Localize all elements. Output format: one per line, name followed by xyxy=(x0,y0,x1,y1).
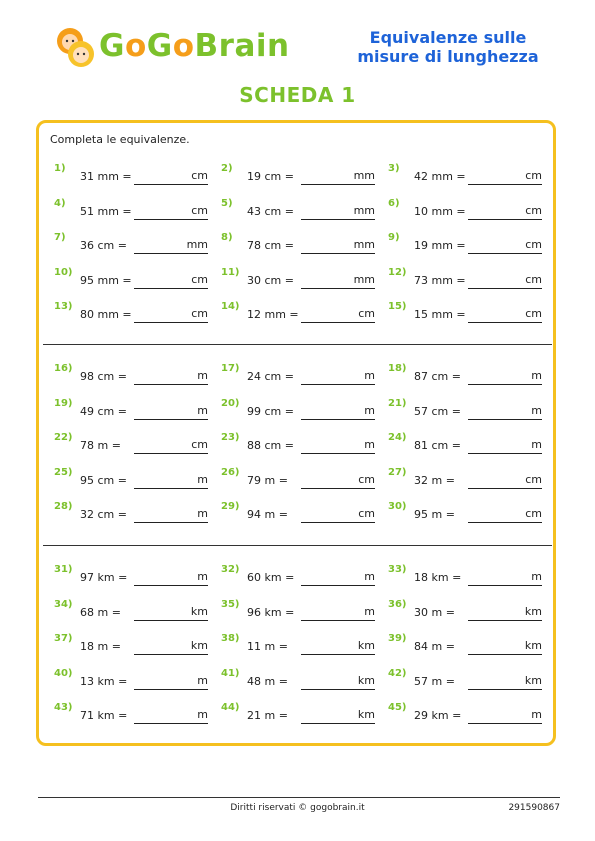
equals-sign: = xyxy=(448,571,462,584)
equivalence-item xyxy=(221,564,381,588)
item-value xyxy=(414,571,461,584)
source-measure: 42 mm xyxy=(414,170,453,183)
item-value xyxy=(247,474,288,487)
answer-blank[interactable]: m xyxy=(301,570,375,586)
equivalence-item xyxy=(221,599,381,623)
item-number: 31) xyxy=(54,564,73,575)
answer-blank[interactable]: km xyxy=(468,639,542,655)
answer-blank[interactable]: m xyxy=(468,404,542,420)
item-value xyxy=(247,370,294,383)
item-number: 37) xyxy=(54,633,73,644)
item-number: 11) xyxy=(221,266,240,278)
answer-blank[interactable]: m xyxy=(468,708,542,724)
answer-blank[interactable]: m xyxy=(134,369,208,385)
equivalence-item xyxy=(221,398,381,422)
source-measure: 21 m xyxy=(247,709,276,722)
answer-blank[interactable]: cm xyxy=(134,438,208,454)
source-measure: 18 m xyxy=(80,640,109,653)
answer-blank[interactable]: km xyxy=(468,605,542,621)
equals-sign: = xyxy=(281,239,294,252)
source-measure: 10 mm xyxy=(414,204,453,218)
item-number: 16) xyxy=(54,363,73,374)
equivalence-item xyxy=(388,198,548,222)
equivalence-item xyxy=(388,363,548,387)
source-measure: 73 mm xyxy=(414,273,453,287)
equivalence-item xyxy=(221,432,381,456)
equivalence-item xyxy=(388,267,548,291)
answer-blank[interactable]: cm xyxy=(301,473,375,489)
item-number: 44) xyxy=(221,702,240,713)
equals-sign: = xyxy=(452,308,466,321)
equals-sign: = xyxy=(108,439,121,452)
item-value xyxy=(414,606,455,619)
item-value xyxy=(414,308,466,321)
item-number: 36) xyxy=(388,598,407,610)
item-value xyxy=(414,170,466,183)
item-value xyxy=(80,308,132,321)
equals-sign: = xyxy=(442,508,455,521)
equals-sign: = xyxy=(281,404,294,418)
equals-sign: = xyxy=(281,273,294,287)
equals-sign: = xyxy=(118,273,132,287)
answer-blank[interactable]: m xyxy=(134,473,208,489)
item-value xyxy=(247,439,294,452)
source-measure: 94 m xyxy=(247,508,276,521)
item-number: 35) xyxy=(221,598,240,610)
item-value xyxy=(247,709,288,722)
item-number: 22) xyxy=(54,432,73,443)
equivalence-item xyxy=(54,501,214,525)
answer-blank[interactable]: km xyxy=(301,708,375,724)
equivalence-item xyxy=(221,668,381,692)
item-value xyxy=(414,474,455,487)
equals-sign: = xyxy=(118,170,132,183)
item-value xyxy=(247,170,294,183)
equivalence-item xyxy=(221,267,381,291)
answer-blank[interactable]: m xyxy=(301,404,375,420)
item-number: 42) xyxy=(388,667,407,679)
equivalence-item xyxy=(388,301,548,325)
answer-blank[interactable]: m xyxy=(301,369,375,385)
item-number: 19) xyxy=(54,397,73,409)
item-number: 39) xyxy=(388,633,407,644)
item-number: 5) xyxy=(221,197,233,209)
equals-sign: = xyxy=(442,473,455,487)
equivalence-item xyxy=(388,467,548,491)
sheet-title: SCHEDA 1 xyxy=(239,83,356,107)
equivalence-item xyxy=(388,702,548,726)
item-value xyxy=(80,571,127,584)
answer-blank[interactable]: mm xyxy=(134,238,208,254)
source-measure: 68 m xyxy=(80,605,109,619)
source-measure: 24 cm xyxy=(247,370,282,383)
equals-sign: = xyxy=(281,439,294,452)
source-measure: 31 mm xyxy=(80,170,119,183)
answer-blank[interactable]: km xyxy=(134,605,208,621)
item-number: 29) xyxy=(221,501,240,512)
answer-blank[interactable]: mm xyxy=(301,273,375,289)
answer-blank[interactable]: km xyxy=(301,639,375,655)
source-measure: 51 mm xyxy=(80,204,119,218)
equals-sign: = xyxy=(114,473,127,487)
item-number: 1) xyxy=(54,163,66,174)
equivalence-item xyxy=(54,467,214,491)
equals-sign: = xyxy=(281,571,295,584)
source-measure: 12 mm xyxy=(247,308,286,321)
item-value xyxy=(414,439,461,452)
equals-sign: = xyxy=(114,674,128,688)
equivalence-item xyxy=(54,301,214,325)
equivalence-item xyxy=(221,501,381,525)
source-measure: 81 cm xyxy=(414,439,449,452)
item-value xyxy=(80,205,132,218)
equals-sign: = xyxy=(114,709,128,722)
source-measure: 11 m xyxy=(247,640,276,653)
equals-sign: = xyxy=(442,674,455,688)
equivalence-item xyxy=(221,702,381,726)
equals-sign: = xyxy=(452,170,466,183)
answer-blank[interactable]: m xyxy=(134,570,208,586)
source-measure: 78 m xyxy=(80,439,109,452)
answer-blank[interactable]: cm xyxy=(468,307,542,323)
worksheet-topic-title: Equivalenze sulle misure di lunghezza xyxy=(357,28,539,66)
section-divider xyxy=(43,344,552,345)
equivalence-item xyxy=(54,564,214,588)
equals-sign: = xyxy=(108,605,121,619)
item-number: 6) xyxy=(388,197,400,209)
equivalence-item xyxy=(221,198,381,222)
source-measure: 30 cm xyxy=(247,273,282,287)
equals-sign: = xyxy=(281,605,295,619)
equals-sign: = xyxy=(281,204,294,218)
item-value xyxy=(414,370,461,383)
answer-blank[interactable]: cm xyxy=(468,507,542,523)
item-number: 30) xyxy=(388,501,407,512)
source-measure: 79 m xyxy=(247,473,276,487)
sheet-code: 291590867 xyxy=(508,803,560,813)
equals-sign: = xyxy=(114,404,127,418)
equivalence-item xyxy=(388,633,548,657)
answer-blank[interactable]: m xyxy=(301,438,375,454)
equals-sign: = xyxy=(281,370,294,383)
equals-sign: = xyxy=(448,439,461,452)
item-number: 20) xyxy=(221,397,240,409)
item-number: 40) xyxy=(54,667,73,679)
equivalence-item xyxy=(388,501,548,525)
equals-sign: = xyxy=(452,204,466,218)
item-value xyxy=(247,274,294,287)
equivalence-item xyxy=(54,398,214,422)
equals-sign: = xyxy=(442,640,455,653)
equivalence-item xyxy=(221,633,381,657)
source-measure: 19 cm xyxy=(247,170,282,183)
item-value xyxy=(80,274,132,287)
section-divider xyxy=(43,545,552,546)
equivalence-item xyxy=(54,198,214,222)
equals-sign: = xyxy=(118,204,132,218)
item-value xyxy=(247,571,294,584)
answer-blank[interactable]: cm xyxy=(468,473,542,489)
item-number: 24) xyxy=(388,432,407,443)
item-value xyxy=(80,474,127,487)
answer-blank[interactable]: mm xyxy=(301,238,375,254)
equivalence-item xyxy=(54,432,214,456)
item-value xyxy=(414,274,466,287)
item-number: 4) xyxy=(54,197,66,209)
item-number: 3) xyxy=(388,163,400,174)
source-measure: 57 cm xyxy=(414,404,449,418)
source-measure: 13 km xyxy=(80,674,115,688)
answer-blank[interactable]: mm xyxy=(301,169,375,185)
answer-blank[interactable]: cm xyxy=(134,204,208,220)
item-value xyxy=(414,709,461,722)
item-number: 34) xyxy=(54,598,73,610)
item-number: 41) xyxy=(221,667,240,679)
item-value xyxy=(247,606,294,619)
source-measure: 71 km xyxy=(80,709,115,722)
item-value xyxy=(80,709,127,722)
item-value xyxy=(80,508,127,521)
equals-sign: = xyxy=(114,508,127,521)
item-number: 26) xyxy=(221,466,240,478)
equals-sign: = xyxy=(114,370,127,383)
equivalence-item xyxy=(54,163,214,187)
logo-wordmark: GoGoBrain xyxy=(99,28,290,64)
item-number: 28) xyxy=(54,501,73,512)
item-number: 21) xyxy=(388,397,407,409)
source-measure: 96 km xyxy=(247,605,282,619)
item-number: 9) xyxy=(388,232,400,243)
item-value xyxy=(247,640,288,653)
equals-sign: = xyxy=(442,605,455,619)
answer-blank[interactable]: cm xyxy=(301,307,375,323)
equals-sign: = xyxy=(448,370,461,383)
source-measure: 30 m xyxy=(414,605,443,619)
source-measure: 15 mm xyxy=(414,308,453,321)
source-measure: 97 km xyxy=(80,571,115,584)
answer-blank[interactable]: m xyxy=(468,438,542,454)
item-number: 27) xyxy=(388,466,407,478)
source-measure: 57 m xyxy=(414,674,443,688)
item-value xyxy=(80,640,121,653)
item-number: 12) xyxy=(388,266,407,278)
source-measure: 36 cm xyxy=(80,239,115,252)
answer-blank[interactable]: cm xyxy=(134,273,208,289)
source-measure: 99 cm xyxy=(247,404,282,418)
item-value xyxy=(247,205,294,218)
item-value xyxy=(80,439,121,452)
equivalence-item xyxy=(221,301,381,325)
source-measure: 60 km xyxy=(247,571,282,584)
equivalence-item xyxy=(388,398,548,422)
item-number: 45) xyxy=(388,702,407,713)
answer-blank[interactable]: km xyxy=(468,674,542,690)
answer-blank[interactable]: cm xyxy=(134,169,208,185)
item-value xyxy=(247,508,288,521)
answer-blank[interactable]: km xyxy=(301,674,375,690)
answer-blank[interactable]: m xyxy=(134,404,208,420)
equivalence-item xyxy=(388,232,548,256)
gogobrain-logo xyxy=(55,24,295,72)
answer-blank[interactable]: cm xyxy=(468,238,542,254)
equivalence-item xyxy=(388,668,548,692)
source-measure: 48 m xyxy=(247,674,276,688)
equivalence-item xyxy=(54,702,214,726)
answer-blank[interactable]: km xyxy=(134,639,208,655)
source-measure: 84 m xyxy=(414,640,443,653)
answer-blank[interactable]: mm xyxy=(301,204,375,220)
equivalence-item xyxy=(54,668,214,692)
equals-sign: = xyxy=(114,239,127,252)
item-value xyxy=(247,405,294,418)
answer-blank[interactable]: cm xyxy=(468,204,542,220)
item-value xyxy=(80,370,127,383)
source-measure: 32 cm xyxy=(80,508,115,521)
copyright: Diritti riservati © gogobrain.it xyxy=(230,803,365,813)
equals-sign: = xyxy=(114,571,128,584)
source-measure: 78 cm xyxy=(247,239,282,252)
equals-sign: = xyxy=(448,404,461,418)
source-measure: 98 cm xyxy=(80,370,115,383)
equals-sign: = xyxy=(281,170,294,183)
item-value xyxy=(247,675,288,688)
item-value xyxy=(414,508,455,521)
item-number: 32) xyxy=(221,564,240,575)
answer-blank[interactable]: cm xyxy=(134,307,208,323)
equivalence-item xyxy=(54,363,214,387)
equivalence-item xyxy=(54,633,214,657)
answer-blank[interactable]: cm xyxy=(301,507,375,523)
equivalence-item xyxy=(221,163,381,187)
equivalence-item xyxy=(54,232,214,256)
item-number: 10) xyxy=(54,266,73,278)
source-measure: 32 m xyxy=(414,473,443,487)
item-number: 23) xyxy=(221,432,240,443)
source-measure: 19 mm xyxy=(414,239,453,252)
item-value xyxy=(80,606,121,619)
item-value xyxy=(80,405,127,418)
equals-sign: = xyxy=(452,273,466,287)
item-number: 13) xyxy=(54,301,73,312)
source-measure: 88 cm xyxy=(247,439,282,452)
equivalence-item xyxy=(388,432,548,456)
item-number: 7) xyxy=(54,232,66,243)
item-value xyxy=(414,675,455,688)
item-value xyxy=(414,239,466,252)
equivalence-item xyxy=(388,163,548,187)
source-measure: 29 km xyxy=(414,709,449,722)
item-number: 14) xyxy=(221,301,240,312)
source-measure: 95 cm xyxy=(80,473,115,487)
item-number: 38) xyxy=(221,633,240,644)
answer-blank[interactable]: m xyxy=(134,708,208,724)
equals-sign: = xyxy=(275,508,288,521)
source-measure: 18 km xyxy=(414,571,449,584)
footer-divider xyxy=(38,797,560,798)
source-measure: 95 mm xyxy=(80,273,119,287)
kids-mascot-icon xyxy=(55,24,97,70)
item-value xyxy=(80,239,127,252)
item-value xyxy=(80,170,132,183)
item-number: 2) xyxy=(221,163,233,174)
answer-blank[interactable]: m xyxy=(301,605,375,621)
source-measure: 49 cm xyxy=(80,404,115,418)
source-measure: 80 mm xyxy=(80,308,119,321)
item-number: 33) xyxy=(388,564,407,575)
equivalence-item xyxy=(221,232,381,256)
item-number: 17) xyxy=(221,363,240,374)
equals-sign: = xyxy=(275,473,288,487)
equivalence-item xyxy=(221,363,381,387)
equals-sign: = xyxy=(275,640,288,653)
source-measure: 95 m xyxy=(414,508,443,521)
item-value xyxy=(414,640,455,653)
equals-sign: = xyxy=(275,674,288,688)
equivalence-item xyxy=(54,267,214,291)
item-number: 8) xyxy=(221,232,233,243)
item-number: 43) xyxy=(54,702,73,713)
item-number: 15) xyxy=(388,301,407,312)
answer-blank[interactable]: m xyxy=(468,570,542,586)
item-value xyxy=(247,308,299,321)
item-value xyxy=(414,405,461,418)
equivalence-item xyxy=(221,467,381,491)
equivalence-item xyxy=(388,564,548,588)
source-measure: 43 cm xyxy=(247,204,282,218)
equals-sign: = xyxy=(275,709,288,722)
equals-sign: = xyxy=(108,640,121,653)
answer-blank[interactable]: m xyxy=(134,507,208,523)
item-value xyxy=(414,205,466,218)
answer-blank[interactable]: cm xyxy=(468,273,542,289)
answer-blank[interactable]: m xyxy=(134,674,208,690)
equivalence-item xyxy=(388,599,548,623)
equals-sign: = xyxy=(285,308,299,321)
instructions: Completa le equivalenze. xyxy=(50,133,190,146)
equals-sign: = xyxy=(448,709,462,722)
source-measure: 87 cm xyxy=(414,370,449,383)
item-value xyxy=(80,675,127,688)
answer-blank[interactable]: m xyxy=(468,369,542,385)
equals-sign: = xyxy=(118,308,132,321)
item-number: 25) xyxy=(54,466,73,478)
item-number: 18) xyxy=(388,363,407,374)
answer-blank[interactable]: cm xyxy=(468,169,542,185)
item-value xyxy=(247,239,294,252)
equivalence-item xyxy=(54,599,214,623)
equals-sign: = xyxy=(452,239,466,252)
